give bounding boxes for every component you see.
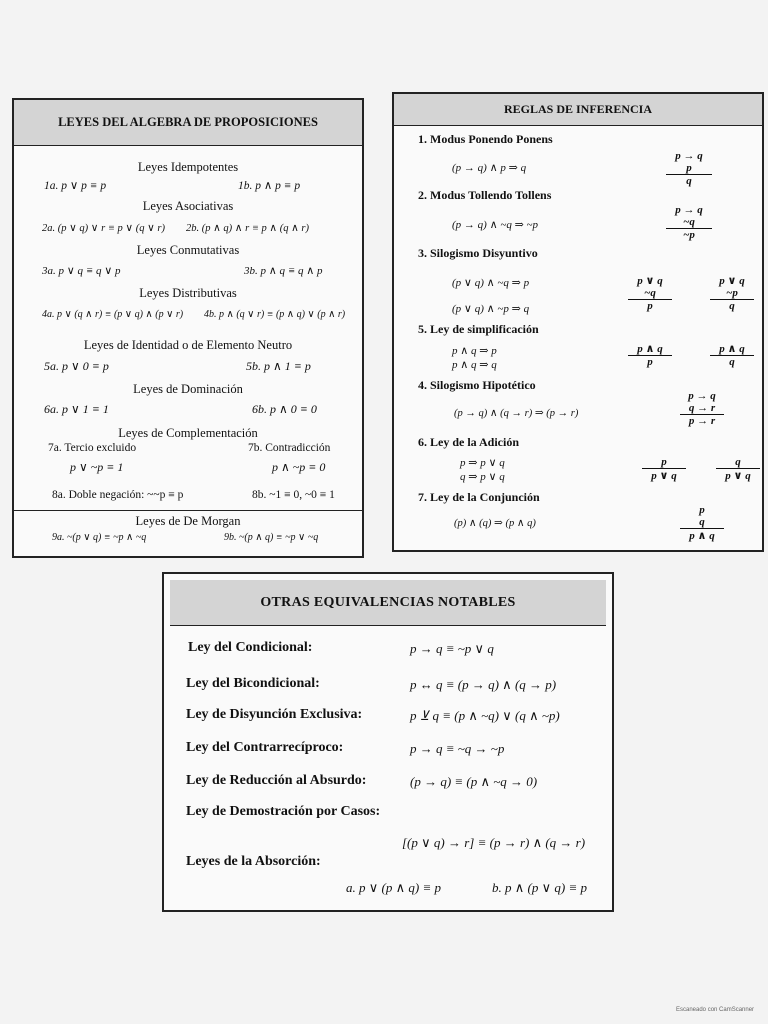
rule-3-formula-b: (p ∨ q) ∧ ~p ⇒ q xyxy=(452,303,530,315)
rule-6-fraction-a: $\frac{p}{p \vee q}$ xyxy=(642,456,686,482)
rule-2-title: 2. Modus Tollendo Tollens xyxy=(418,188,552,202)
heading-dominacion: Leyes de Dominación xyxy=(133,382,243,396)
law-absorcion-formula-a: a. p ∨ (p ∧ q) ≡ p xyxy=(346,880,441,895)
law-condicional-name: Ley del Condicional: xyxy=(188,640,313,655)
inference-rules-title: REGLAS DE INFERENCIA xyxy=(503,102,653,116)
law-3b: 3b. p ∧ q ≡ q ∧ p xyxy=(244,265,323,277)
rule-4-fraction: p → q q → r p → r xyxy=(680,390,724,427)
other-equivalences-title: OTRAS EQUIVALENCIAS NOTABLES xyxy=(260,594,516,610)
law-7a-formula: p ∨ ~p ≡ 1 xyxy=(70,460,124,474)
heading-asociativas: Leyes Asociativas xyxy=(142,199,234,213)
heading-distributivas: Leyes Distributivas xyxy=(139,286,237,300)
inference-rules-box xyxy=(392,92,764,552)
law-absorcion-name: Leyes de la Absorción: xyxy=(186,854,321,869)
law-disyuncion-exclusiva-name: Ley de Disyunción Exclusiva: xyxy=(186,707,363,722)
law-9b: 9b. ~(p ∧ q) ≡ ~p ∨ ~q xyxy=(224,532,319,543)
other-equivalences-header xyxy=(170,580,606,626)
law-6a: 6a. p ∨ 1 ≡ 1 xyxy=(44,402,109,416)
rule-5-formula-a: p ∧ q ⇒ p xyxy=(452,345,497,357)
algebra-laws-box xyxy=(12,98,364,558)
rule-7-title: 7. Ley de la Conjunción xyxy=(418,490,540,504)
law-demostracion-casos-name: Ley de Demostración por Casos: xyxy=(186,804,381,819)
law-1a: 1a. p ∨ p ≡ p xyxy=(44,180,107,192)
law-disyuncion-exclusiva-formula: p ⊻ q ≡ (p ∧ ~q) ∨ (q ∧ ~p) xyxy=(410,708,560,723)
law-5b: 5b. p ∧ 1 ≡ p xyxy=(246,359,311,373)
rule-2-formula: (p → q) ∧ ~q ⇒ ~p xyxy=(452,219,538,231)
rule-1-fraction: p → q p q xyxy=(666,150,712,187)
inference-rules-header xyxy=(394,94,762,126)
rule-3-formula-a: (p ∨ q) ∧ ~q ⇒ p xyxy=(452,277,530,289)
rule-6-formula-a: p ⇒ p ∨ q xyxy=(460,457,505,469)
rule-3-fraction-b: p ∨ q ~p q xyxy=(710,274,754,312)
rule-5-fraction-b: $\frac{p \wedge q}{q}$ xyxy=(710,342,754,368)
rule-6-title: 6. Ley de la Adición xyxy=(418,435,520,449)
law-reduccion-absurdo-formula: (p → q) ≡ (p ∧ ~q → 0) xyxy=(410,774,538,789)
law-2a: 2a. (p ∨ q) ∨ r ≡ p ∨ (q ∨ r) xyxy=(42,223,165,234)
law-condicional-formula: p → q ≡ ~p ∨ q xyxy=(410,641,494,656)
scanner-watermark: Escaneado con CamScanner xyxy=(676,1007,755,1013)
law-7a-label: 7a. Tercio excluido xyxy=(48,442,137,454)
law-5a: 5a. p ∨ 0 ≡ p xyxy=(44,359,109,373)
law-7b-label: 7b. Contradicción xyxy=(248,442,331,454)
heading-identidad: Leyes de Identidad o de Elemento Neutro xyxy=(83,338,293,352)
algebra-laws-title: LEYES DEL ALGEBRA DE PROPOSICIONES xyxy=(58,115,318,129)
law-3a: 3a. p ∨ q ≡ q ∨ p xyxy=(42,265,121,277)
heading-demorgan: Leyes de De Morgan xyxy=(135,514,241,528)
rule-7-formula: (p) ∧ (q) ⇒ (p ∧ q) xyxy=(454,518,536,529)
law-contrarreciproco-name: Ley del Contrarrecíproco: xyxy=(186,740,344,755)
law-1b: 1b. p ∧ p ≡ p xyxy=(238,180,301,192)
other-equivalences-box xyxy=(162,572,614,912)
heading-idempotentes: Leyes Idempotentes xyxy=(137,160,239,174)
rule-7-fraction: p q p ∧ q xyxy=(680,504,724,542)
rule-3-title: 3. Silogismo Disyuntivo xyxy=(418,246,538,260)
law-2b: 2b. (p ∧ q) ∧ r ≡ p ∧ (q ∧ r) xyxy=(186,223,309,234)
law-4b: 4b. p ∧ (q ∨ r) ≡ (p ∧ q) ∨ (p ∧ r) xyxy=(204,309,346,320)
rule-1-title: 1. Modus Ponendo Ponens xyxy=(418,132,553,146)
heading-conmutativas: Leyes Conmutativas xyxy=(136,243,240,257)
rule-6-formula-b: q ⇒ p ∨ q xyxy=(460,471,505,483)
law-contrarreciproco-formula: p → q ≡ ~q → ~p xyxy=(410,741,505,756)
rule-5-title: 5. Ley de simplificación xyxy=(418,322,539,336)
rule-4-formula: (p → q) ∧ (q → r) ⇒ (p → r) xyxy=(454,408,579,419)
rule-5-formula-b: p ∧ q ⇒ q xyxy=(452,359,497,371)
rule-2-fraction: p → q ~q ~p xyxy=(666,204,712,241)
algebra-laws-header xyxy=(14,100,362,146)
law-7b-formula: p ∧ ~p ≡ 0 xyxy=(272,460,326,474)
law-demostracion-casos-formula: [(p ∨ q) → r] ≡ (p → r) ∧ (q → r) xyxy=(402,835,586,850)
heading-complementacion: Leyes de Complementación xyxy=(118,426,258,440)
law-8a: 8a. Doble negación: ~~p ≡ p xyxy=(52,489,184,501)
law-bicondicional-name: Ley del Bicondicional: xyxy=(186,676,320,691)
demorgan-divider xyxy=(14,510,362,511)
law-bicondicional-formula: p ↔ q ≡ (p → q) ∧ (q → p) xyxy=(410,677,557,692)
law-reduccion-absurdo-name: Ley de Reducción al Absurdo: xyxy=(186,773,367,788)
rule-3-fraction-a: p ∨ q ~q p xyxy=(628,274,672,312)
law-9a: 9a. ~(p ∨ q) ≡ ~p ∧ ~q xyxy=(52,532,147,543)
law-4a: 4a. p ∨ (q ∧ r) ≡ (p ∨ q) ∧ (p ∨ r) xyxy=(42,309,184,320)
law-absorcion-formula-b: b. p ∧ (p ∨ q) ≡ p xyxy=(492,880,587,895)
rule-5-fraction-a: $\frac{p \wedge q}{p}$ xyxy=(628,342,672,368)
law-8b: 8b. ~1 ≡ 0, ~0 ≡ 1 xyxy=(252,489,335,501)
rule-6-fraction-b: $\frac{q}{p \vee q}$ xyxy=(716,456,760,482)
rule-4-title: 4. Silogismo Hipotético xyxy=(418,378,536,392)
law-6b: 6b. p ∧ 0 ≡ 0 xyxy=(252,402,317,416)
rule-1-formula: (p → q) ∧ p ⇒ q xyxy=(452,162,527,174)
